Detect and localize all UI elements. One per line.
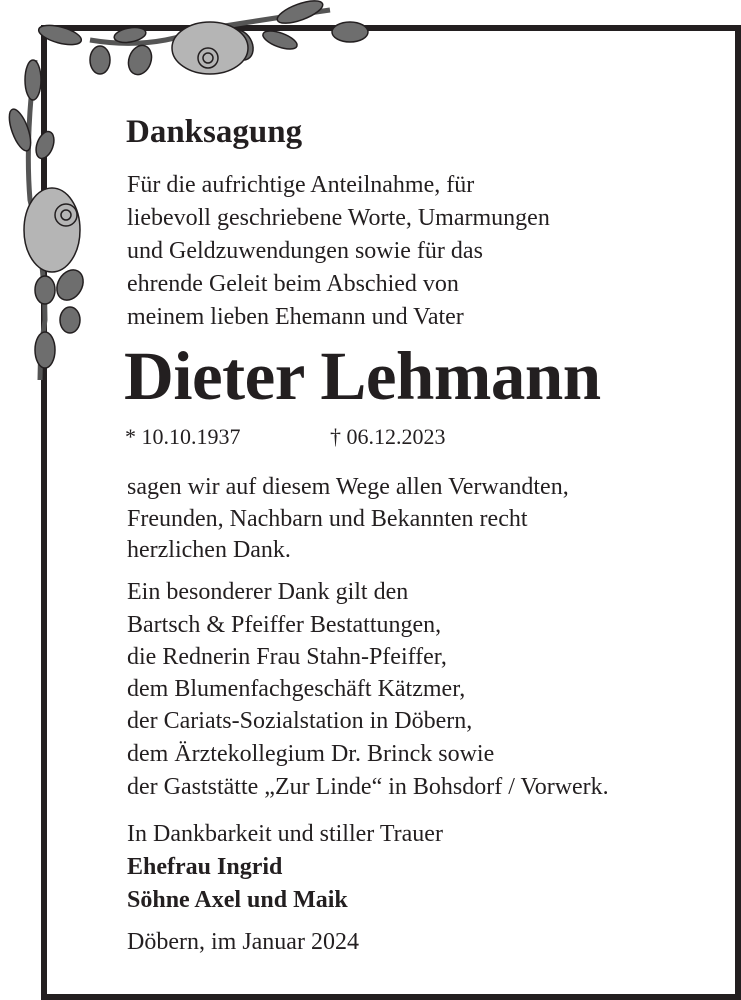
special-line: die Rednerin Frau Stahn-Pfeiffer, [127, 644, 447, 670]
intro-line: liebevoll geschriebene Worte, Umarmungen [127, 205, 550, 231]
special-line: Bartsch & Pfeiffer Bestattungen, [127, 612, 442, 638]
place-date: Döbern, im Januar 2024 [127, 929, 359, 955]
thanks-line: sagen wir auf diesem Wege allen Verwandten, [127, 474, 569, 500]
special-line: Ein besonderer Dank gilt den [127, 579, 409, 605]
intro-line: und Geldzuwendungen sowie für das [127, 238, 483, 264]
special-line: der Cariats-Sozialstation in Döbern, [127, 708, 473, 734]
special-line: dem Blumenfachgeschäft Kätzmer, [127, 676, 466, 702]
closing-line: In Dankbarkeit und stiller Trauer [127, 821, 443, 847]
signatory: Ehefrau Ingrid [127, 854, 283, 880]
intro-line: meinem lieben Ehemann und Vater [127, 304, 464, 330]
intro-line: Für die aufrichtige Anteilnahme, für [127, 172, 475, 198]
signatory: Söhne Axel und Maik [127, 887, 348, 913]
thanks-line: Freunden, Nachbarn und Bekannten recht [127, 506, 528, 532]
thanks-line: herzlichen Dank. [127, 537, 291, 563]
special-line: der Gaststätte „Zur Linde“ in Bohsdorf / Vorwerk. [127, 774, 609, 800]
deceased-name: Dieter Lehmann [124, 338, 601, 414]
heading: Danksagung [126, 114, 303, 150]
death-date: † 06.12.2023 [330, 424, 446, 449]
birth-date: * 10.10.1937 [125, 424, 241, 449]
intro-line: ehrende Geleit beim Abschied von [127, 271, 459, 297]
special-line: dem Ärztekollegium Dr. Brinck sowie [127, 741, 495, 767]
